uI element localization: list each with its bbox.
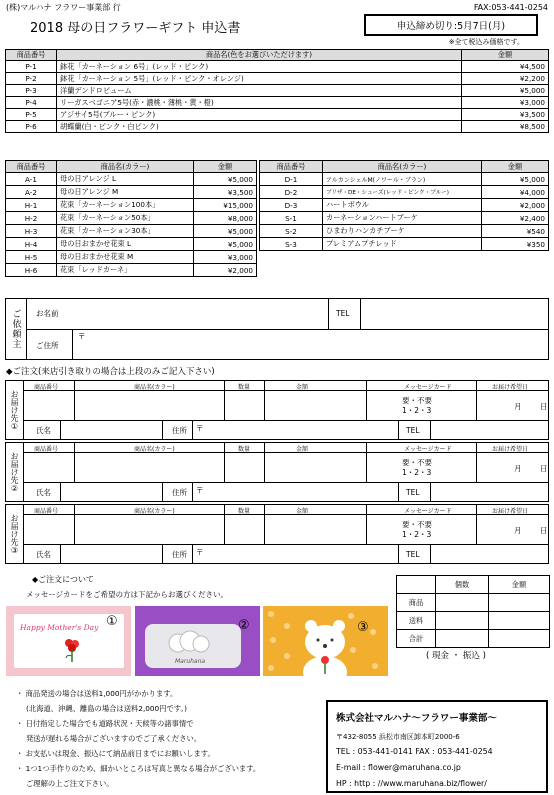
requester-side-label: ご依頼主 [10, 309, 21, 349]
order-item-no-field[interactable] [24, 391, 74, 419]
product-code: A-2 [6, 186, 57, 199]
product-name: 花束「カーネーション30本」 [57, 225, 194, 238]
order-price-field[interactable] [265, 453, 366, 481]
product-code: P-4 [6, 97, 57, 109]
table-row [6, 173, 257, 186]
product-code: H-2 [6, 212, 57, 225]
product-code: H-6 [6, 264, 57, 277]
order-qty-field[interactable] [225, 515, 264, 543]
recipient-address-label: 住所 [172, 488, 187, 497]
product-name: 母の日おまかせ花束 L [57, 238, 194, 251]
table-row [6, 73, 549, 85]
summary-row-label: 合計 [397, 630, 436, 648]
order-item-no-field[interactable] [24, 453, 74, 481]
table-row [260, 225, 549, 238]
product-code: D-2 [260, 186, 323, 199]
order-summary-table [396, 575, 550, 648]
note-line: ・ 日付指定した場合でも道路状況・天候等の諸事情で [16, 719, 194, 728]
table-row [6, 199, 257, 212]
product-code: P-3 [6, 85, 57, 97]
col-header-price: 金額 [194, 161, 257, 173]
note-line: ・ 1つ1つ手作りのため、細かいところは写真と異なる場合がございます。 [16, 764, 261, 773]
recipient-address-field[interactable] [206, 483, 396, 501]
recipient-name-label: 氏名 [36, 550, 51, 559]
company-email[interactable]: E-mail : flower@maruhana.co.jp [336, 763, 461, 772]
col-label-message: メッセージカード [404, 446, 452, 453]
message-card-1[interactable] [6, 606, 131, 676]
requester-name-label: お名前 [36, 309, 59, 318]
message-card-choice[interactable]: 要・不要 [402, 458, 432, 467]
destination-label: お届け先① [10, 389, 19, 431]
table-row [6, 238, 257, 251]
recipient-name-label: 氏名 [36, 426, 51, 435]
table-row [6, 212, 257, 225]
product-name: 母の日おまかせ花束 M [57, 251, 194, 264]
table-row [6, 264, 257, 277]
requester-block [5, 298, 549, 360]
product-code: P-1 [6, 61, 57, 73]
summary-row-label: 送料 [397, 612, 436, 630]
company-address: 〒432-8055 浜松市南区卸本町2000-6 [336, 733, 460, 741]
recipient-tel-field[interactable] [431, 421, 547, 439]
product-price: ¥2,000 [194, 264, 257, 277]
message-card-choice[interactable]: 要・不要 [402, 520, 432, 529]
product-name: 花束「カーネーション100本」 [57, 199, 194, 212]
product-name: カーネーションハートブーケ [323, 212, 482, 225]
product-table-potted [5, 49, 549, 133]
table-row [260, 199, 549, 212]
company-website[interactable]: HP : http : //www.maruhana.biz/flower/ [336, 779, 487, 788]
table-row [6, 85, 549, 97]
product-name: 花束「カーネーション50本」 [57, 212, 194, 225]
table-row [6, 225, 257, 238]
tax-note: ※全て税込み価格です。 [448, 38, 524, 46]
product-price: ¥3,500 [194, 186, 257, 199]
message-card-choice[interactable]: 要・不要 [402, 396, 432, 405]
recipient-address-label: 住所 [172, 426, 187, 435]
delivery-month[interactable]: 月 [514, 526, 522, 535]
product-name: プレミアムプチレッド [323, 238, 482, 251]
product-name: 鉢花「カーネーション 6号」(レッド・ピンク) [57, 61, 462, 73]
product-name: アジサイ5号(ブルー・ピンク) [57, 109, 462, 121]
product-table-arrangements [5, 160, 257, 277]
product-code: S-1 [260, 212, 323, 225]
product-price: ¥2,400 [482, 212, 549, 225]
note-line: ・ お支払いは現金、振込にて納品前日までにお願いします。 [16, 749, 215, 758]
product-price: ¥8,000 [194, 212, 257, 225]
recipient-name-label: 氏名 [36, 488, 51, 497]
col-label-price: 金額 [296, 384, 309, 391]
card-brand: Maruhana [175, 658, 206, 665]
order-qty-field[interactable] [225, 391, 264, 419]
message-card-2[interactable] [135, 606, 260, 676]
col-label-no: 商品番号 [34, 446, 59, 453]
requester-address-label: ご住所 [36, 341, 59, 350]
postal-mark: 〒 [196, 424, 204, 433]
delivery-month[interactable]: 月 [514, 464, 522, 473]
product-price: ¥2,200 [462, 73, 549, 85]
table-row [260, 186, 549, 199]
order-price-field[interactable] [265, 515, 366, 543]
postal-mark: 〒 [196, 548, 204, 557]
table-row [6, 61, 549, 73]
cards-heading: ◆ご注文について [32, 575, 94, 584]
product-code: H-4 [6, 238, 57, 251]
col-label-date: お届け希望日 [492, 384, 529, 391]
col-label-no: 商品番号 [34, 508, 59, 515]
product-price: ¥3,500 [462, 109, 549, 121]
order-item-name-field[interactable] [75, 391, 224, 419]
requester-tel-label: TEL [336, 309, 350, 318]
company-name: 株式会社マルハナ〜フラワー事業部〜 [336, 713, 497, 724]
product-name: ブリザ・DE・シューズ(レッド・ピンク・ブルー) [323, 186, 482, 199]
order-heading: ◆ご注文(来店引き取りの場合は上段のみご記入下さい) [6, 367, 215, 377]
recipient-tel-label: TEL [406, 426, 420, 435]
destination-label: お届け先② [10, 451, 19, 493]
product-price: ¥5,000 [194, 238, 257, 251]
table-row [397, 594, 550, 612]
card-number-label: ① [106, 614, 118, 629]
note-line: 発送が遅れる場合がございますのでご了承ください。 [26, 734, 202, 743]
col-label-qty: 数量 [238, 508, 251, 515]
delivery-day[interactable]: 日 [540, 402, 548, 411]
product-code: H-3 [6, 225, 57, 238]
requester-name-field[interactable] [76, 299, 326, 328]
product-price: ¥5,000 [194, 225, 257, 238]
product-name: 鉢花「カーネーション 5号」(レッド・ピンク・オレンジ) [57, 73, 462, 85]
col-label-message: メッセージカード [404, 384, 452, 391]
product-code: D-1 [260, 173, 323, 186]
recipient-company: (株)マルハナ フラワー事業部 行 [6, 3, 121, 12]
bear-icon [299, 616, 351, 676]
note-line: ・ 商品発送の場合は送料1,000円がかかります。 [16, 689, 178, 698]
product-code: S-3 [260, 238, 323, 251]
col-label-name: 商品名(カラー) [134, 508, 175, 515]
col-header-name: 商品名(カラー) [57, 161, 194, 173]
order-qty-field[interactable] [225, 453, 264, 481]
summary-qty-field[interactable] [436, 594, 489, 612]
product-price: ¥350 [482, 238, 549, 251]
fax-number: FAX:053-441-0254 [473, 3, 548, 12]
col-label-price: 金額 [296, 446, 309, 453]
col-label-qty: 数量 [238, 384, 251, 391]
product-name: ひまわりハンカチブーケ [323, 225, 482, 238]
product-name: 洋蘭デンドロビューム [57, 85, 462, 97]
col-label-date: お届け希望日 [492, 508, 529, 515]
table-row [260, 173, 549, 186]
product-price: ¥2,000 [482, 199, 549, 212]
postal-mark: 〒 [196, 486, 204, 495]
table-row [6, 121, 549, 133]
product-name: ハートボウル [323, 199, 482, 212]
summary-amount-field[interactable] [489, 630, 550, 648]
order-item-name-field[interactable] [75, 453, 224, 481]
col-header-no: 商品番号 [6, 50, 57, 61]
product-price: ¥3,000 [194, 251, 257, 264]
product-price: ¥5,000 [462, 85, 549, 97]
order-price-field[interactable] [265, 391, 366, 419]
summary-amount-field[interactable] [489, 612, 550, 630]
table-row [260, 238, 549, 251]
product-name: 胡蝶蘭(白・ピンク・白ピンク) [57, 121, 462, 133]
product-code: P-2 [6, 73, 57, 85]
table-row [6, 109, 549, 121]
cards-subheading: メッセージカードをご希望の方は下記からお選びください。 [26, 590, 229, 599]
message-card-number[interactable]: 1・2・3 [402, 530, 432, 539]
col-header-price: 金額 [462, 50, 549, 61]
table-row [6, 186, 257, 199]
col-header-name: 商品名(色をお選びいただけます) [57, 50, 462, 61]
summary-header-amount: 金額 [489, 576, 550, 594]
card-number-label: ③ [357, 620, 369, 635]
product-table-preserved [259, 160, 549, 251]
requester-tel-field[interactable] [362, 299, 548, 328]
table-row [6, 97, 549, 109]
table-row [397, 630, 550, 648]
product-price: ¥540 [482, 225, 549, 238]
summary-amount-field[interactable] [489, 594, 550, 612]
product-code: P-6 [6, 121, 57, 133]
product-price: ¥5,000 [194, 173, 257, 186]
order-item-no-field[interactable] [24, 515, 74, 543]
col-header-no: 商品番号 [6, 161, 57, 173]
message-card-3[interactable] [263, 606, 388, 676]
product-code: H-5 [6, 251, 57, 264]
recipient-tel-field[interactable] [431, 483, 547, 501]
product-code: P-5 [6, 109, 57, 121]
product-code: S-2 [260, 225, 323, 238]
deadline-box [364, 14, 538, 36]
company-tel-fax: TEL : 053-441-0141 FAX : 053-441-0254 [336, 747, 493, 756]
note-line: (北海道、沖縄、離島の場合は送料2,000円です。) [26, 704, 187, 713]
table-row [397, 612, 550, 630]
recipient-address-field[interactable] [206, 545, 396, 563]
col-header-price: 金額 [482, 161, 549, 173]
carnation-icon [64, 638, 80, 654]
summary-header-qty: 個数 [436, 576, 489, 594]
product-price: ¥4,000 [482, 186, 549, 199]
col-label-name: 商品名(カラー) [134, 384, 175, 391]
product-price: ¥3,000 [462, 97, 549, 109]
message-card-number[interactable]: 1・2・3 [402, 406, 432, 415]
delivery-month[interactable]: 月 [514, 402, 522, 411]
order-item-name-field[interactable] [75, 515, 224, 543]
product-code: A-1 [6, 173, 57, 186]
product-name: 母の日アレンジ M [57, 186, 194, 199]
requester-postal-mark: 〒 [78, 332, 86, 341]
payment-method[interactable]: ( 現金 ・ 振込 ) [426, 651, 486, 661]
product-price: ¥8,500 [462, 121, 549, 133]
product-price: ¥5,000 [482, 173, 549, 186]
table-row [6, 251, 257, 264]
summary-row-label: 商品 [397, 594, 436, 612]
col-header-name: 商品名(カラー) [323, 161, 482, 173]
summary-qty-field[interactable] [436, 630, 489, 648]
col-label-price: 金額 [296, 508, 309, 515]
recipient-name-field[interactable] [61, 421, 161, 439]
product-name: アルカンシェルM(ノワール・ブラン) [323, 173, 482, 186]
destination-block-2 [5, 442, 549, 502]
card-greeting-text: Happy Mother's Day [20, 623, 99, 632]
col-label-no: 商品番号 [34, 384, 59, 391]
recipient-tel-label: TEL [406, 550, 420, 559]
col-label-name: 商品名(カラー) [134, 446, 175, 453]
delivery-day[interactable]: 日 [540, 464, 548, 473]
destination-block-1 [5, 380, 549, 440]
product-name: 母の日アレンジ L [57, 173, 194, 186]
product-code: H-1 [6, 199, 57, 212]
recipient-address-label: 住所 [172, 550, 187, 559]
product-name: 花束「レッドカーネ」 [57, 264, 194, 277]
destination-label: お届け先③ [10, 513, 19, 555]
product-name: リーガスベゴニア5号(赤・濃桃・薄桃・黄・橙) [57, 97, 462, 109]
recipient-address-field[interactable] [206, 421, 396, 439]
recipient-name-field[interactable] [61, 483, 161, 501]
destination-block-3 [5, 504, 549, 564]
recipient-tel-label: TEL [406, 488, 420, 497]
product-price: ¥15,000 [194, 199, 257, 212]
summary-qty-field[interactable] [436, 612, 489, 630]
col-label-message: メッセージカード [404, 508, 452, 515]
recipient-tel-field[interactable] [431, 545, 547, 563]
page-title: 2018 母の日フラワーギフト 申込書 [30, 21, 241, 36]
recipient-name-field[interactable] [61, 545, 161, 563]
product-code: D-3 [260, 199, 323, 212]
col-label-date: お届け希望日 [492, 446, 529, 453]
deadline-text: 申込締め切り:5月7日(月) [396, 21, 506, 32]
company-info-box [326, 700, 548, 793]
table-row [260, 212, 549, 225]
col-label-qty: 数量 [238, 446, 251, 453]
requester-address-field[interactable] [90, 330, 546, 358]
flower-illustration-icon [163, 628, 213, 658]
col-header-no: 商品番号 [260, 161, 323, 173]
card-number-label: ② [238, 618, 250, 633]
product-price: ¥4,500 [462, 61, 549, 73]
delivery-day[interactable]: 日 [540, 526, 548, 535]
note-line: ご理解の上ご注文下さい。 [26, 779, 114, 788]
message-card-number[interactable]: 1・2・3 [402, 468, 432, 477]
